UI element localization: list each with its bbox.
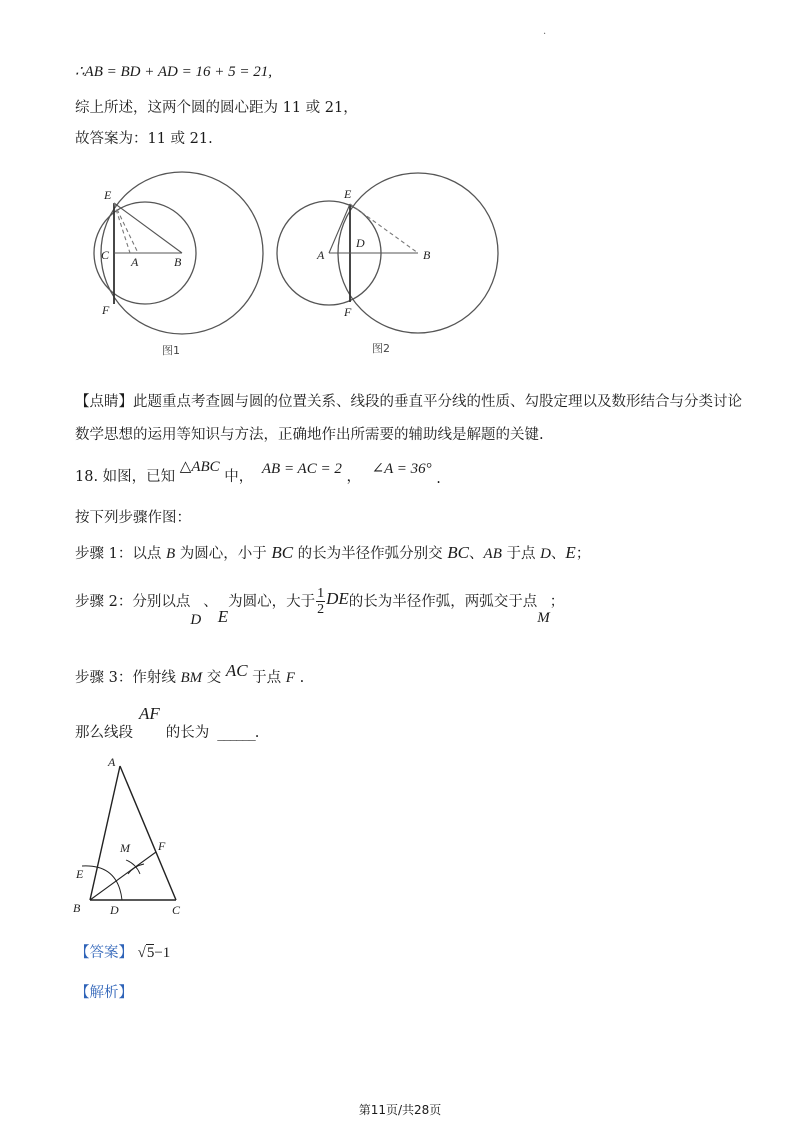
step2-text-g: 的长为半径作弧，两弧交于点 [348,593,538,610]
fig1-dashed-ea2 [114,203,130,253]
figure-2 [268,162,508,362]
problem-prefix: 18. 如图，已知 [75,469,176,485]
fig2-label-f: F [344,305,352,319]
problem-mid: 中， [224,469,254,485]
answer-value: √5−1 [137,945,171,961]
tri-label-d: D [110,903,119,917]
figure-3-triangle [68,752,198,922]
fraction-numerator: 1 [317,586,325,601]
step1-text-g: 、 [469,546,484,562]
step-2 [75,586,565,628]
answer-tag: 【答案】 [75,945,133,961]
step1-text-k: 、 [550,546,566,562]
analysis-tag: 【解析】 [75,985,133,1001]
comment-line-1 [75,390,742,411]
step3-ray-bm: BM [180,670,203,686]
step1-text-i: 于点 [501,546,541,562]
ray-bm [90,852,156,900]
problem-cond1: AB = AC = 2 [261,461,342,477]
problem-cond2: ∠A = 36° [371,461,432,477]
fig1-label-f: F [102,303,110,317]
step2-fraction [316,586,325,617]
comment-text-1: 此题重点考查圆与圆的位置关系、线段的垂直平分线的性质、勾股定理以及数形结合与分类讨论 [133,394,742,410]
step2-text-a: 步骤 2：分别以点 [75,593,191,610]
step1-seg-ab: AB [483,546,502,562]
step1-point-e: E [565,543,576,562]
page-footer: 第11页/共28页 [358,1103,442,1117]
answer-rest: −1 [154,945,171,961]
step3-text-c: 交 [202,670,226,686]
fig2-label-d: D [356,236,365,250]
step3-text-a: 步骤 3：作射线 [75,670,181,686]
problem-triangle: △ABC [179,459,220,475]
fig1-label-a: A [131,255,139,269]
tri-label-c: C [172,903,181,917]
step3-point-f: F [285,670,295,686]
problem-sep: ， [346,469,361,485]
question-line [75,703,260,741]
question-text-a: 那么线段 [75,725,133,741]
arc-mark-m2 [128,864,144,874]
step1-text-e: 的长为半径作弧分别交 [293,546,448,562]
answer-radicand: 5 [146,945,155,961]
tri-label-b: B [73,901,81,915]
fig2-label-a: A [317,248,325,262]
fig1-caption: 图1 [162,344,180,357]
step2-text-i: ； [549,593,565,610]
problem-header [75,455,441,487]
tri-label-m: M [120,841,130,855]
step2-point-m: M [537,609,550,626]
step2-point-e: E [217,606,229,626]
question-text-c: 的长为 [165,725,210,741]
line-summary: 综上所述，这两个圆的圆心距为 11 或 21， [75,100,358,116]
step1-point-d: D [540,546,551,562]
step2-seg-de: DE [326,588,349,608]
step3-seg-ac: AC [225,661,248,680]
step1-seg-bc: BC [271,543,294,562]
step1-text-m: ； [575,546,591,562]
step1-text-c: 为圆心，小于 [175,546,272,562]
tri-label-f: F [158,839,166,853]
step-3 [75,660,305,686]
comment-line-2: 数学思想的运用等知识与方法，正确地作出所需要的辅助线是解题的关键. [75,427,544,443]
step2-text-e: 为圆心，大于 [228,593,316,610]
step-1 [75,542,590,563]
answer-line [75,941,170,962]
tri-label-e: E [76,867,84,881]
fig1-dashed-ea [114,203,138,253]
question-end: . [254,725,260,741]
step2-point-d: D [190,611,202,628]
problem-end: . [436,471,441,487]
step1-text-a: 步骤 1：以点 [75,546,166,562]
line-answer: 故答案为：11 或 21. [75,131,213,147]
fig1-label-b: B [174,255,182,269]
step2-text-c: 、 [203,593,218,610]
line-conclusion-ab: ∴AB = BD + AD = 16 + 5 = 21, [75,64,272,80]
tri-side-ac [120,766,176,900]
problem-intro: 按下列步骤作图： [75,510,191,526]
answer-blank: ______ [217,725,255,741]
arc-de [82,866,122,900]
step1-point-b: B [165,546,176,562]
fig2-segment-ae [329,204,350,253]
step3-text-g: . [294,670,305,686]
step1-seg-bc2: BC [447,543,470,562]
question-seg-af: AF [139,704,160,723]
fraction-denominator: 2 [317,602,325,617]
fig1-label-c: C [101,248,110,262]
fig1-label-e: E [104,188,112,202]
figure-1 [70,162,270,362]
fig2-caption: 图2 [372,342,390,355]
fig2-label-e: E [344,187,352,201]
top-dot: . [543,26,547,37]
fig2-label-b: B [423,248,431,262]
step3-text-e: 于点 [247,670,286,686]
comment-tag: 【点睛】 [75,394,133,410]
fig1-segment-eb [114,203,182,253]
tri-label-a: A [108,755,116,769]
